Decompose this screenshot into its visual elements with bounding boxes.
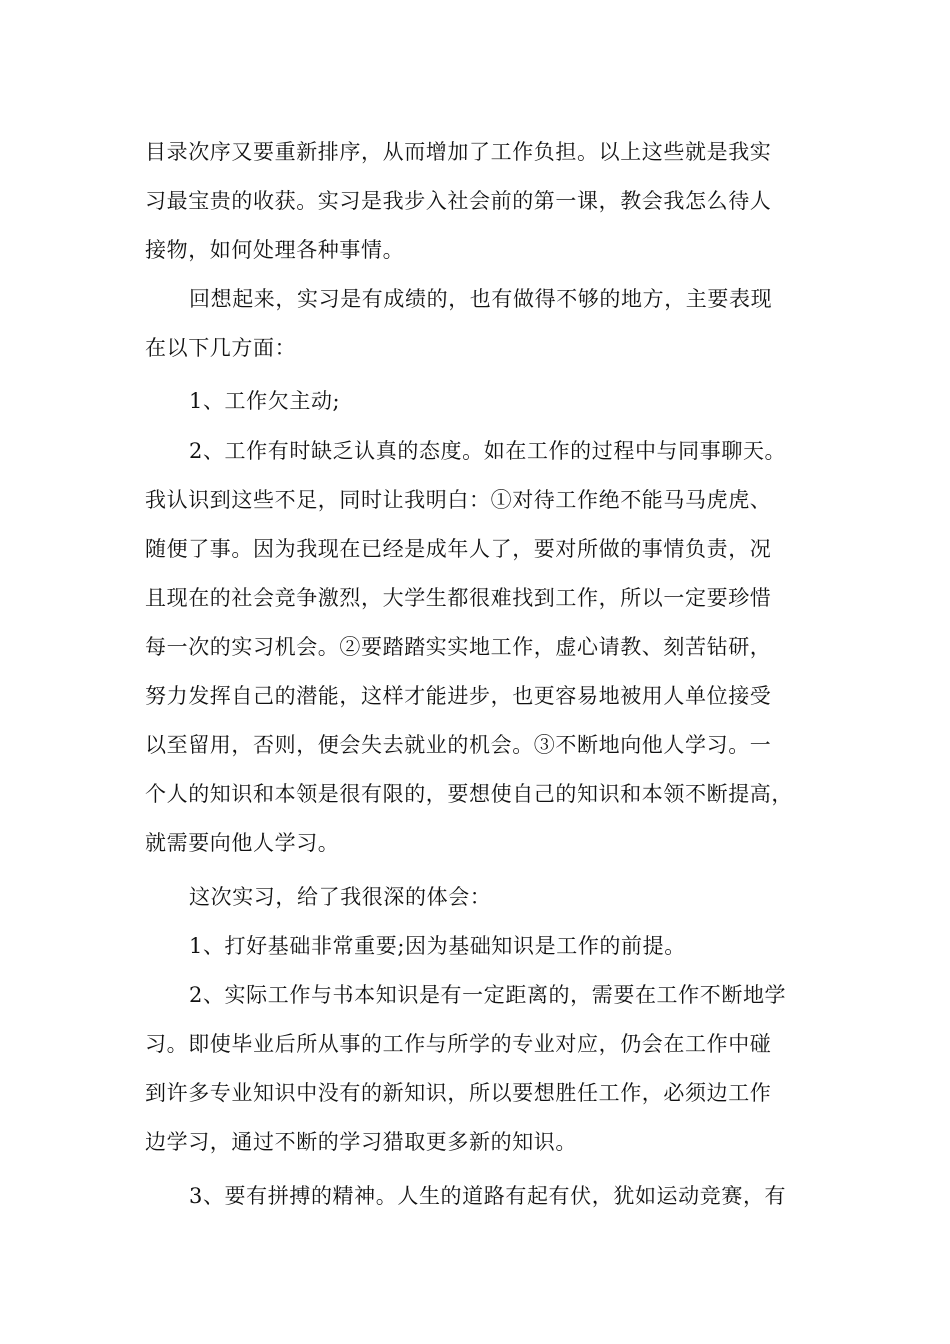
text-line: 就需要向他人学习。	[145, 831, 340, 855]
text-line: 1、工作欠主动;	[189, 389, 341, 413]
text-line: 以至留用，否则，便会失去就业的机会。③不断地向他人学习。一	[145, 733, 772, 757]
text-line: 2、工作有时缺乏认真的态度。如在工作的过程中与同事聊天。	[189, 439, 787, 463]
text-line: 习最宝贵的收获。实习是我步入社会前的第一课，教会我怎么待人	[145, 189, 772, 213]
text-line: 在以下几方面：	[145, 336, 297, 360]
text-line: 接物，如何处理各种事情。	[145, 238, 405, 262]
text-line: 随便了事。因为我现在已经是成年人了，要对所做的事情负责，况	[145, 537, 772, 561]
text-line: 每一次的实习机会。②要踏踏实实地工作，虚心请教、刻苦钻研，	[145, 635, 772, 659]
text-line: 3、要有拼搏的精神。人生的道路有起有伏，犹如运动竞赛，有	[189, 1184, 787, 1208]
text-line: 习。即使毕业后所从事的工作与所学的专业对应，仍会在工作中碰	[145, 1032, 772, 1056]
text-line: 我认识到这些不足，同时让我明白：①对待工作绝不能马马虎虎、	[145, 488, 772, 512]
text-line: 1、打好基础非常重要;因为基础知识是工作的前提。	[189, 934, 686, 958]
text-line: 努力发挥自己的潜能，这样才能进步，也更容易地被用人单位接受	[145, 684, 772, 708]
text-line: 且现在的社会竞争激烈，大学生都很难找到工作，所以一定要珍惜	[145, 586, 772, 610]
text-line: 到许多专业知识中没有的新知识，所以要想胜任工作，必须边工作	[145, 1081, 772, 1105]
text-line: 回想起来，实习是有成绩的，也有做得不够的地方，主要表现	[189, 287, 773, 311]
text-line: 边学习，通过不断的学习猎取更多新的知识。	[145, 1130, 577, 1154]
text-line: 2、实际工作与书本知识是有一定距离的，需要在工作不断地学	[189, 983, 787, 1007]
text-line: 这次实习，给了我很深的体会：	[189, 885, 492, 909]
text-line: 个人的知识和本领是很有限的，要想使自己的知识和本领不断提高，	[145, 782, 793, 806]
text-line: 目录次序又要重新排序，从而增加了工作负担。以上这些就是我实	[145, 140, 772, 164]
